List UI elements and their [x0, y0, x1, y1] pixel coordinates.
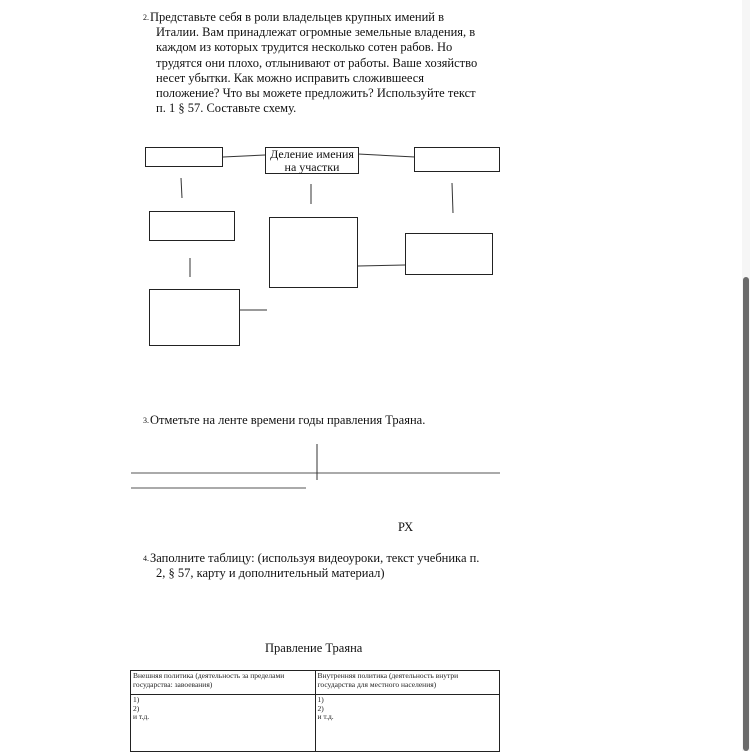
table-header-internal: Внутренняя политика (деятельность внутри государства для местного населения): [315, 671, 500, 695]
era-label: РХ: [398, 520, 414, 534]
diagram-center-line: на участки: [284, 159, 340, 174]
table-cell-line: 1): [133, 695, 140, 704]
task-3-number: 3.: [143, 416, 149, 425]
table-row: [131, 695, 500, 752]
task-2-line: несет убытки. Как можно исправить сложившееся: [156, 70, 425, 85]
task-3-instruction: Отметьте на ленте времени годы правления Траяна.: [150, 413, 426, 427]
table-cell-line: 2): [133, 703, 140, 713]
table-header-external: Внешняя политика (деятельность за пределами государства: завоевания): [131, 671, 316, 695]
table-cell-line: и т.д.: [317, 712, 334, 721]
task-4-number: 4.: [143, 554, 149, 563]
task-3-text: [143, 413, 425, 428]
scrollbar-thumb[interactable]: [743, 277, 749, 751]
table-cell-line: 2): [317, 703, 324, 713]
task-2-number: 2.: [143, 13, 149, 22]
diagram-box-top-left: [145, 147, 223, 167]
diagram-center-box: [265, 147, 359, 174]
trajan-table: [130, 670, 500, 752]
task-2-line: п. 1 § 57. Составьте схему.: [156, 101, 297, 116]
table-title: Правление Траяна: [265, 641, 363, 655]
diagram-box-mid-left: [149, 211, 235, 241]
diagram-box-mid-right: [405, 233, 493, 275]
table-cell-line: 1): [317, 695, 324, 704]
table-cell: [315, 695, 500, 752]
task-4-text: [143, 551, 513, 581]
task-2-line: каждом из которых трудится несколько сотен рабов. Но: [156, 40, 453, 55]
task-2-line: положение? Что вы можете предложить? Используйте текст: [156, 86, 476, 101]
task-2-line: трудятся они плохо, отлынивают от работы. Ваше хозяйство: [156, 55, 478, 70]
table-cell: [131, 695, 316, 752]
diagram-box-bottom-left: [149, 289, 240, 346]
task-4-line: Заполните таблицу: (используя видеоуроки, текст учебника п.: [150, 551, 480, 565]
table-cell-line: и т.д.: [133, 712, 150, 721]
task-2-line: Представьте себя в роли владельцев крупных имений в: [150, 10, 445, 24]
diagram-box-center-large: [269, 217, 358, 288]
task-2-line: Италии. Вам принадлежат огромные земельные владения, в: [156, 25, 476, 40]
diagram-box-top-right: [414, 147, 500, 172]
task-4-line: 2, § 57, карту и дополнительный материал): [156, 566, 385, 581]
diagram-center-line: Деление имения: [270, 146, 354, 161]
table-header-row: [131, 671, 500, 695]
